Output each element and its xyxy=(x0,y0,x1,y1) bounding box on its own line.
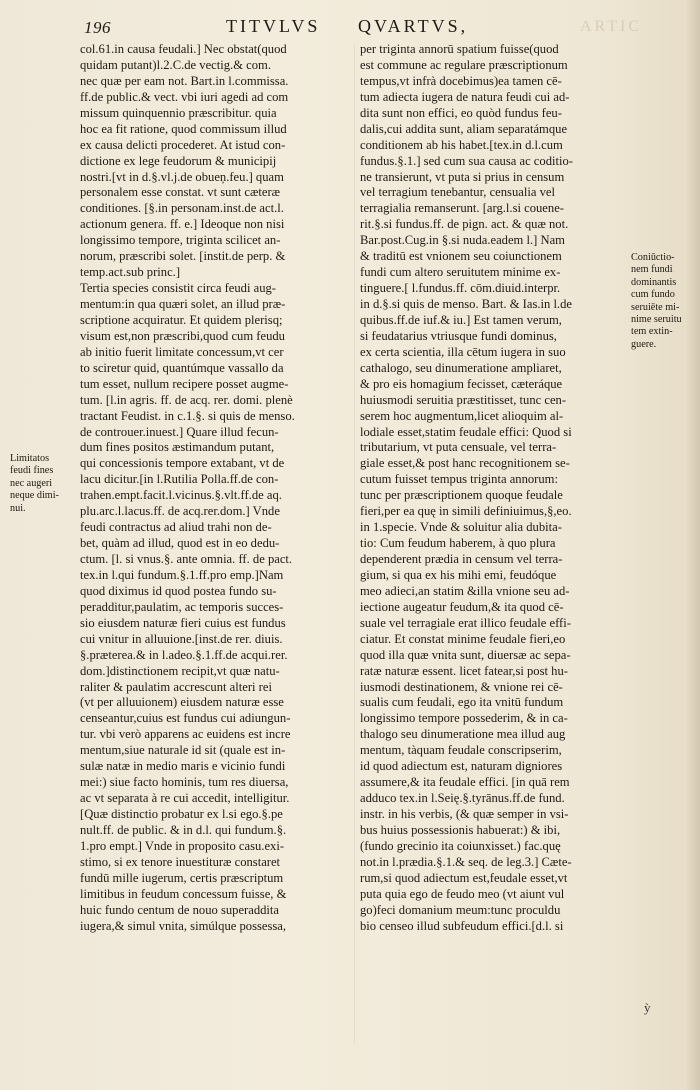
page-edge-shadow xyxy=(686,0,700,1090)
text-line: plu.arc.l.lacus.ff. de acq.rer.dom.] Vnde xyxy=(80,504,280,519)
text-line: cutum fuisset tempus triginta annorum: xyxy=(360,472,558,487)
text-line: not.in l.prædia.§.1.& seq. de leg.3.] Cæte- xyxy=(360,854,572,869)
text-line: serem hoc augmentum,licet alioquim al- xyxy=(360,408,564,423)
text-line: dita sunt non effici, eo quòd fundus feu- xyxy=(360,105,562,120)
text-line: bet, quàm ad illud, quod est in eo dedu- xyxy=(80,536,280,551)
text-line: to sciretur quid, quantúmque vassallo da xyxy=(80,360,284,375)
text-line: nult.ff. de public. & in d.l. qui fundum.§. xyxy=(80,822,287,837)
marginal-note-line: dominantis xyxy=(631,276,677,288)
text-line: iusmodi destinationem, & vnione rei cē- xyxy=(360,679,563,694)
text-line: col.61.in causa feudali.] Nec obstat(quod xyxy=(80,42,287,56)
text-line: in d.§.si quis de menso. Bart. & Ias.in l.de xyxy=(360,297,572,311)
text-line: quibus.ff.de iuf.& iu.] Est tamen verum, xyxy=(360,312,562,327)
text-line: (vt per alluuionem) eiusdem naturæ esse xyxy=(80,695,284,710)
text-line: lodiale esset,statim feudale effici: Quod si xyxy=(360,424,572,439)
text-line: sualis cum feudali, ego ita vnitū fundum xyxy=(360,695,564,710)
text-line: per triginta annorū spatium fuisse(quod xyxy=(360,42,559,56)
text-line: tempus,vt infrà docebimus)ea tamen cē- xyxy=(360,73,562,88)
text-line: tractant Feudist. in c.1.§. si quis de menso. xyxy=(80,408,295,423)
text-line: huic fundo centum de nouo superaddita xyxy=(80,902,279,917)
text-line: [Quæ distinctio probatur ex l.si ego.§.pe xyxy=(80,807,283,821)
text-line: est commune ac regulare præscriptionum xyxy=(360,57,568,72)
marginal-note-line: Limitatos xyxy=(10,453,50,464)
text-line: fundū mille iugerum, certis præscriptum xyxy=(80,870,284,885)
text-line: (fundo grecinio ita coiunxisset.) fac.quę xyxy=(360,838,561,853)
text-line: bio censeo illud subfeudum effici.[d.l. si xyxy=(360,918,564,933)
text-line: nec quæ per eam not. Bart.in l.commissa. xyxy=(80,73,289,88)
text-line: feudi contractus ad aliud trahi non de- xyxy=(80,520,272,535)
text-line: ex certa scientia, illa cētum iugera in suo xyxy=(360,344,566,359)
right-text-column xyxy=(360,42,625,935)
text-line: go)feci domanium meum:tunc proculdu xyxy=(360,902,561,917)
text-line: visum est,non præscribi,quod cum feudu xyxy=(80,328,285,343)
text-line: Bar.post.Cug.in §.si nuda.eadem l.] Nam xyxy=(360,233,565,248)
text-line: peradditur,paulatim, ac temporis succes- xyxy=(80,599,284,614)
text-line: huiusmodi seruitia præstitisset, tunc cen- xyxy=(360,392,567,407)
text-line: cathalogo, seu dinumeratione ampliaret, xyxy=(360,360,562,375)
marginal-note-line: feudi fines xyxy=(10,465,54,477)
text-line: longissimo tempore possederim, & in ca- xyxy=(360,711,568,726)
marginal-note-line: nui. xyxy=(10,502,26,514)
text-line: tum adiecta iugera de natura feudi cui ad- xyxy=(360,89,570,104)
text-line: in 1.specie. Vnde & soluitur alia dubita- xyxy=(360,520,562,535)
text-line: Tertia species consistit circa feudi aug- xyxy=(80,281,276,296)
marginal-note-line: neque dimi- xyxy=(10,490,59,502)
left-text-column xyxy=(80,42,350,935)
text-line: & pro eis homagium fecisset, cæteráque xyxy=(360,376,563,391)
folio-number: 196 xyxy=(84,18,111,37)
marginal-note-line: cum fundo xyxy=(631,289,675,301)
text-line: nostri.[vt in d.§.vl.j.de obueņ.feu.] quam xyxy=(80,169,284,184)
text-line: iugera,& simul vnita, simúlque possessa, xyxy=(80,918,287,933)
running-head xyxy=(0,16,700,40)
text-line: ab initio fuerit limitate concessum,vt cer xyxy=(80,344,284,359)
text-line: longissimo tempore, triginta scilicet an- xyxy=(80,233,281,248)
text-line: suale vel terragiale erat illico feudale effi- xyxy=(360,615,571,630)
text-line: mentum,siue naturale id sit (quale est in- xyxy=(80,743,286,758)
text-line: ctum. [l. si vnus.§. ante omnia. ff. de pact. xyxy=(80,552,293,566)
text-line: ne transierunt, vt puta si prius in censum xyxy=(360,169,565,184)
right-marginal-note xyxy=(631,252,682,351)
marginal-note-line: nec augeri xyxy=(10,477,53,489)
left-marginal-note xyxy=(10,453,59,515)
text-line: mentum:in qua quæri solet, an illud præ- xyxy=(80,297,286,311)
text-line: gium, si qua ex his mihi emi, feudóque xyxy=(360,567,557,582)
text-line: mei:) siue facto hominis, tum res diuersa, xyxy=(80,775,289,790)
text-line: & traditū est vnionem seu coiunctionem xyxy=(360,249,562,264)
text-line: dum fines positos æstimandum putant, xyxy=(80,440,275,455)
text-line: qui concessionis tempore extabant, vt de xyxy=(80,456,285,471)
text-line: dictione ex lege feudorum & municipij xyxy=(80,153,277,168)
text-line: ciatur. Et constat minime feudale fieri,eo xyxy=(360,631,566,646)
marginal-note-line: Coniūctio- xyxy=(631,252,675,263)
text-line: instr. in his verbis, (& quæ semper in vsi- xyxy=(360,807,569,821)
text-line: dalis,cui addita sunt, aliam separatámque xyxy=(360,121,568,136)
text-line: temp.act.sub princ.] xyxy=(80,265,181,280)
text-line: ex causa delicti procederet. At istud con- xyxy=(80,137,286,152)
text-line: ff.de public.& vect. vbi iuri agedi ad com xyxy=(80,89,289,104)
text-line: adduco tex.in l.Seię.§.tyrānus.ff.de fund. xyxy=(360,791,565,806)
text-line: sulæ natæ in medio maris e vicinio fundi xyxy=(80,759,286,774)
text-line: ratæ naturæ essent. licet fatear,si post hu- xyxy=(360,663,568,678)
text-line: meo adieci,an statim &illa vnione seu ad- xyxy=(360,583,570,598)
text-line: tunc per præscriptionem quoque feudale xyxy=(360,488,563,503)
marginal-note-line: seruiēte mi- xyxy=(631,301,680,313)
text-line: quod diximus id quod postea fundo su- xyxy=(80,583,277,598)
text-line: tur. vbi verò apparens ac euidens est incre xyxy=(80,727,291,742)
text-line: 1.pro empt.] Vnde in proposito casu.exi- xyxy=(80,838,285,853)
text-line: vel terragium tenebantur, censualia vel xyxy=(360,185,555,200)
text-line: tum. [l.in agris. ff. de acq. rer. domi. plenè xyxy=(80,392,293,407)
text-line: rit.§.si fundus.ff. de pign. act. & quæ not. xyxy=(360,217,569,232)
text-line: stimo, si ex tenore inuestituræ constaret xyxy=(80,854,281,869)
text-line: id quod adiectum est, naturam digniores xyxy=(360,759,563,774)
printer-mark-icon: ỳ xyxy=(644,1000,651,1015)
text-line: censeantur,cuius est fundus cui adiungun- xyxy=(80,711,291,726)
text-line: ac vt separata à re cui accedit, intelligitur. xyxy=(80,791,290,806)
text-line: fieri,per ea quę in simili definiuimus,§,eo. xyxy=(360,504,572,519)
text-line: fundi cum altero seruitutem minime ex- xyxy=(360,265,561,280)
text-line: tinguere.[ l.fundus.ff. cōm.diuid.interpr. xyxy=(360,281,561,296)
text-line: quod illa quæ vnita sunt, diuersæ ac sepa- xyxy=(360,647,571,662)
bleed-through-text: ARTIC xyxy=(580,18,643,35)
text-line: dom.]distinctionem recipit,vt quæ natu- xyxy=(80,663,280,678)
text-line: actionum genera. ff. e.] Ideoque non nisi xyxy=(80,217,285,232)
text-line: scriptione acquiratur. Et quidem plerisq; xyxy=(80,312,283,327)
text-line: assumere,& ita feudale effici. [in quā rem xyxy=(360,775,570,790)
text-line: dependerent prædia in censum vel terra- xyxy=(360,552,563,566)
text-line: norum, præscribi solet. [instit.de perp. & xyxy=(80,249,286,264)
running-title-right: QVARTVS, xyxy=(358,16,469,36)
text-line: quidam putant)l.2.C.de vectig.& com. xyxy=(80,57,271,72)
text-line: §.præterea.& in l.adeo.§.1.ff.de acqui.rer. xyxy=(80,647,288,662)
text-line: bus huius possessionis habuerat:) & ibi, xyxy=(360,822,561,837)
running-title-left: TITVLVS xyxy=(226,16,321,36)
text-line: limitibus in feudum concessum fuisse, & xyxy=(80,886,287,901)
text-line: si feudatarius vtriusque fundi dominus, xyxy=(360,328,557,343)
text-line: tributarium, vt puta censuale, vel terra- xyxy=(360,440,557,455)
marginal-note-line: tem extin- xyxy=(631,326,673,338)
text-line: iectione augeatur feudum,& ita quod cē- xyxy=(360,599,564,614)
marginal-note-line: guere. xyxy=(631,338,657,350)
text-line: lacu dicitur.[in l.Rutilia Polla.ff.de con- xyxy=(80,472,279,487)
marginal-note-line: nime seruitu xyxy=(631,314,682,326)
text-line: hoc ea fit ratione, quod commissum illud xyxy=(80,121,287,136)
text-line: puta quia ego de feudo meo (vt aiunt vul xyxy=(360,886,565,901)
text-line: fundus.§.1.] sed cum sua causa ac coditio- xyxy=(360,153,573,168)
text-line: conditionem ab his habet.[tex.in d.l.cum xyxy=(360,137,563,152)
text-line: cui vnitur in alluuione.[inst.de rer. diuis. xyxy=(80,631,283,646)
text-line: tum esset, nullum recipere posset augme- xyxy=(80,376,289,391)
text-line: missum quinquennio præscribitur. quia xyxy=(80,105,277,120)
text-line: trahen.empt.facit.l.vicinus.§.vlt.ff.de aq. xyxy=(80,488,282,503)
text-line: personalem esse constat. vt sunt cæteræ xyxy=(80,185,281,200)
text-line: tio: Cum feudum haberem, à quo plura xyxy=(360,536,556,551)
text-line: thalogo seu dinumeratione mea illud aug xyxy=(360,727,566,742)
text-line: tex.in l.qui fundum.§.1.ff.pro emp.]Nam xyxy=(80,567,284,582)
text-line: rum,si quod adiectum est,feudale esset,vt xyxy=(360,870,568,885)
text-line: mentum, tàquam feudale conscripserim, xyxy=(360,743,562,758)
text-line: raliter & paulatim accrescunt alteri rei xyxy=(80,679,272,694)
text-line: conditiones. [§.in personam.inst.de act.l. xyxy=(80,201,284,216)
text-line: giale esset,& post hanc recognitionem se- xyxy=(360,456,570,471)
column-gutter xyxy=(354,44,355,1044)
text-line: de controuer.inuest.] Quare illud fecun- xyxy=(80,424,279,439)
text-line: sio eiusdem naturæ fieri cuius est fundus xyxy=(80,615,286,630)
marginal-note-line: nem fundi xyxy=(631,264,673,276)
text-line: terragialia remanserunt. [arg.l.si couene- xyxy=(360,201,564,216)
